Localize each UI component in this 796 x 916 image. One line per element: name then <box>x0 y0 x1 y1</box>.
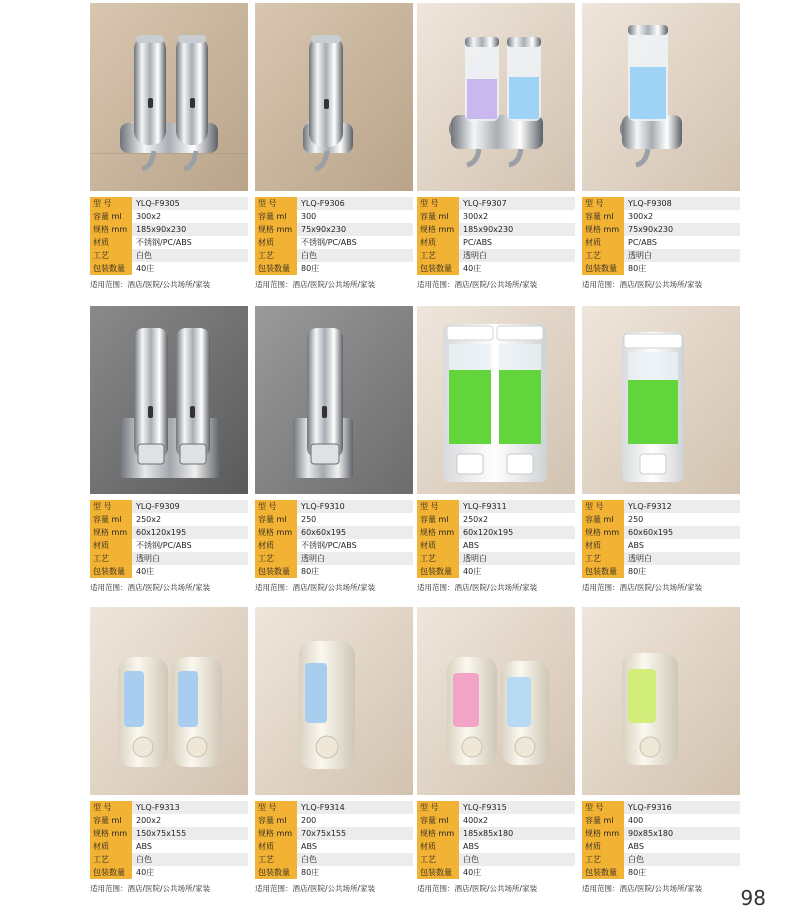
capacity-value: 200 <box>301 816 317 825</box>
material-value: ABS <box>628 842 644 851</box>
craft-value: 透明白 <box>624 552 740 565</box>
model-value: YLQ-F9307 <box>459 197 575 210</box>
label-material: 材质 <box>582 236 624 249</box>
spec-table <box>417 500 575 594</box>
usage-line <box>255 278 413 291</box>
packing-value: 80庄 <box>628 567 647 576</box>
label-capacity: 容量 ml <box>582 210 624 223</box>
spec-table <box>255 197 413 291</box>
usage-prefix: 适用范围： <box>255 583 293 592</box>
usage-line <box>417 882 575 895</box>
label-material: 材质 <box>255 840 297 853</box>
size-value: 60x60x195 <box>297 526 413 539</box>
packing-value: 80庄 <box>301 264 320 273</box>
spec-table <box>90 801 248 895</box>
label-capacity: 容量 ml <box>90 513 132 526</box>
label-packing: 包装数量 <box>90 262 132 275</box>
size-value: 90x85x180 <box>624 827 740 840</box>
label-size: 规格 mm <box>255 526 297 539</box>
usage-prefix: 适用范围： <box>417 280 455 289</box>
usage-line <box>417 278 575 291</box>
usage-text: 酒店/医院/公共场所/家装 <box>619 583 703 592</box>
label-size: 规格 mm <box>582 223 624 236</box>
label-craft: 工艺 <box>417 853 459 866</box>
capacity-value: 300x2 <box>463 212 489 221</box>
label-packing: 包装数量 <box>582 262 624 275</box>
size-value: 185x90x230 <box>132 223 248 236</box>
label-material: 材质 <box>417 236 459 249</box>
usage-prefix: 适用范围： <box>582 583 620 592</box>
usage-prefix: 适用范围： <box>582 280 620 289</box>
product-photo-white-blue-double <box>90 607 248 795</box>
label-capacity: 容量 ml <box>582 513 624 526</box>
size-value: 60x120x195 <box>459 526 575 539</box>
material-value: ABS <box>301 842 317 851</box>
size-value: 75x90x230 <box>624 223 740 236</box>
product-photo-green-single <box>582 607 740 795</box>
label-material: 材质 <box>90 539 132 552</box>
packing-value: 80庄 <box>628 868 647 877</box>
size-value: 70x75x155 <box>297 827 413 840</box>
craft-value: 白色 <box>624 853 740 866</box>
label-model: 型 号 <box>90 500 132 513</box>
spec-table <box>582 500 740 594</box>
label-material: 材质 <box>90 840 132 853</box>
material-value: 不锈钢/PC/ABS <box>301 541 357 550</box>
model-value: YLQ-F9313 <box>132 801 248 814</box>
packing-value: 40庄 <box>136 264 155 273</box>
label-model: 型 号 <box>582 197 624 210</box>
product-photo-chrome-double <box>90 3 248 191</box>
label-model: 型 号 <box>90 801 132 814</box>
packing-value: 40庄 <box>136 567 155 576</box>
packing-value: 40庄 <box>463 567 482 576</box>
material-value: ABS <box>136 842 152 851</box>
label-capacity: 容量 ml <box>417 814 459 827</box>
usage-text: 酒店/医院/公共场所/家装 <box>127 280 211 289</box>
model-value: YLQ-F9308 <box>624 197 740 210</box>
craft-value: 白色 <box>459 853 575 866</box>
usage-text: 酒店/医院/公共场所/家装 <box>619 280 703 289</box>
capacity-value: 400 <box>628 816 644 825</box>
size-value: 185x90x230 <box>459 223 575 236</box>
label-size: 规格 mm <box>417 827 459 840</box>
capacity-value: 300 <box>301 212 317 221</box>
usage-line <box>90 581 248 594</box>
spec-table <box>90 500 248 594</box>
usage-text: 酒店/医院/公共场所/家装 <box>292 884 376 893</box>
label-model: 型 号 <box>582 500 624 513</box>
product-photo-clear-single <box>582 3 740 191</box>
usage-prefix: 适用范围： <box>90 583 128 592</box>
usage-line <box>90 278 248 291</box>
label-packing: 包装数量 <box>90 866 132 879</box>
capacity-value: 300x2 <box>628 212 654 221</box>
model-value: YLQ-F9311 <box>459 500 575 513</box>
label-packing: 包装数量 <box>255 262 297 275</box>
label-material: 材质 <box>582 539 624 552</box>
model-value: YLQ-F9316 <box>624 801 740 814</box>
usage-prefix: 适用范围： <box>90 280 128 289</box>
capacity-value: 250 <box>301 515 317 524</box>
usage-line <box>90 882 248 895</box>
spec-table <box>417 801 575 895</box>
usage-text: 酒店/医院/公共场所/家装 <box>454 583 538 592</box>
usage-prefix: 适用范围： <box>417 583 455 592</box>
spec-table <box>582 801 740 895</box>
label-packing: 包装数量 <box>417 565 459 578</box>
model-value: YLQ-F9305 <box>132 197 248 210</box>
usage-line <box>582 581 740 594</box>
craft-value: 白色 <box>132 249 248 262</box>
capacity-value: 250 <box>628 515 644 524</box>
model-value: YLQ-F9310 <box>297 500 413 513</box>
usage-text: 酒店/医院/公共场所/家装 <box>127 583 211 592</box>
usage-line <box>582 882 740 895</box>
usage-text: 酒店/医院/公共场所/家装 <box>292 280 376 289</box>
model-value: YLQ-F9306 <box>297 197 413 210</box>
spec-table <box>417 197 575 291</box>
usage-line <box>417 581 575 594</box>
label-model: 型 号 <box>255 500 297 513</box>
usage-prefix: 适用范围： <box>255 280 293 289</box>
label-craft: 工艺 <box>255 249 297 262</box>
craft-value: 白色 <box>297 853 413 866</box>
model-value: YLQ-F9309 <box>132 500 248 513</box>
label-material: 材质 <box>417 539 459 552</box>
capacity-value: 250x2 <box>136 515 162 524</box>
label-craft: 工艺 <box>417 552 459 565</box>
label-craft: 工艺 <box>582 853 624 866</box>
packing-value: 40庄 <box>463 868 482 877</box>
usage-prefix: 适用范围： <box>90 884 128 893</box>
label-packing: 包装数量 <box>255 565 297 578</box>
spec-table <box>582 197 740 291</box>
usage-prefix: 适用范围： <box>255 884 293 893</box>
usage-text: 酒店/医院/公共场所/家装 <box>454 884 538 893</box>
material-value: PC/ABS <box>628 238 658 247</box>
label-size: 规格 mm <box>255 827 297 840</box>
label-size: 规格 mm <box>90 223 132 236</box>
material-value: ABS <box>463 541 479 550</box>
product-photo-white-green-double <box>417 306 575 494</box>
label-material: 材质 <box>417 840 459 853</box>
label-capacity: 容量 ml <box>90 814 132 827</box>
label-craft: 工艺 <box>90 552 132 565</box>
size-value: 150x75x155 <box>132 827 248 840</box>
label-craft: 工艺 <box>90 249 132 262</box>
model-value: YLQ-F9314 <box>297 801 413 814</box>
spec-table <box>255 801 413 895</box>
label-size: 规格 mm <box>417 526 459 539</box>
product-photo-clear-double <box>417 3 575 191</box>
label-model: 型 号 <box>90 197 132 210</box>
product-photo-steel-single <box>255 306 413 494</box>
label-packing: 包装数量 <box>255 866 297 879</box>
label-material: 材质 <box>255 236 297 249</box>
label-size: 规格 mm <box>582 827 624 840</box>
packing-value: 80庄 <box>628 264 647 273</box>
material-value: ABS <box>628 541 644 550</box>
label-capacity: 容量 ml <box>417 513 459 526</box>
usage-line <box>255 882 413 895</box>
material-value: PC/ABS <box>463 238 493 247</box>
packing-value: 40庄 <box>136 868 155 877</box>
label-material: 材质 <box>255 539 297 552</box>
material-value: 不锈钢/PC/ABS <box>136 541 192 550</box>
packing-value: 80庄 <box>301 868 320 877</box>
usage-prefix: 适用范围： <box>417 884 455 893</box>
material-value: ABS <box>463 842 479 851</box>
label-size: 规格 mm <box>417 223 459 236</box>
product-photo-white-green-single <box>582 306 740 494</box>
label-packing: 包装数量 <box>90 565 132 578</box>
product-photo-white-blue-single <box>255 607 413 795</box>
usage-text: 酒店/医院/公共场所/家装 <box>619 884 703 893</box>
label-craft: 工艺 <box>255 853 297 866</box>
spec-table <box>255 500 413 594</box>
label-packing: 包装数量 <box>417 262 459 275</box>
spec-table <box>90 197 248 291</box>
page-number: 98 <box>740 886 766 910</box>
label-capacity: 容量 ml <box>255 814 297 827</box>
craft-value: 透明白 <box>132 552 248 565</box>
label-packing: 包装数量 <box>582 866 624 879</box>
label-capacity: 容量 ml <box>255 210 297 223</box>
product-photo-steel-double <box>90 306 248 494</box>
label-size: 规格 mm <box>255 223 297 236</box>
craft-value: 白色 <box>297 249 413 262</box>
capacity-value: 250x2 <box>463 515 489 524</box>
usage-line <box>255 581 413 594</box>
size-value: 185x85x180 <box>459 827 575 840</box>
usage-line <box>582 278 740 291</box>
craft-value: 透明白 <box>297 552 413 565</box>
label-capacity: 容量 ml <box>90 210 132 223</box>
size-value: 75x90x230 <box>297 223 413 236</box>
label-model: 型 号 <box>417 197 459 210</box>
label-capacity: 容量 ml <box>255 513 297 526</box>
craft-value: 白色 <box>132 853 248 866</box>
material-value: 不锈钢/PC/ABS <box>301 238 357 247</box>
product-photo-chrome-single <box>255 3 413 191</box>
craft-value: 透明白 <box>624 249 740 262</box>
label-capacity: 容量 ml <box>582 814 624 827</box>
label-size: 规格 mm <box>582 526 624 539</box>
label-craft: 工艺 <box>255 552 297 565</box>
capacity-value: 300x2 <box>136 212 162 221</box>
size-value: 60x120x195 <box>132 526 248 539</box>
product-photo-pink-blue-double <box>417 607 575 795</box>
packing-value: 80庄 <box>301 567 320 576</box>
usage-text: 酒店/医院/公共场所/家装 <box>454 280 538 289</box>
capacity-value: 200x2 <box>136 816 162 825</box>
label-packing: 包装数量 <box>417 866 459 879</box>
usage-prefix: 适用范围： <box>582 884 620 893</box>
craft-value: 透明白 <box>459 249 575 262</box>
label-size: 规格 mm <box>90 526 132 539</box>
usage-text: 酒店/医院/公共场所/家装 <box>292 583 376 592</box>
material-value: 不锈钢/PC/ABS <box>136 238 192 247</box>
label-material: 材质 <box>90 236 132 249</box>
label-packing: 包装数量 <box>582 565 624 578</box>
usage-text: 酒店/医院/公共场所/家装 <box>127 884 211 893</box>
label-size: 规格 mm <box>90 827 132 840</box>
label-craft: 工艺 <box>582 249 624 262</box>
label-craft: 工艺 <box>417 249 459 262</box>
label-model: 型 号 <box>255 197 297 210</box>
size-value: 60x60x195 <box>624 526 740 539</box>
capacity-value: 400x2 <box>463 816 489 825</box>
craft-value: 透明白 <box>459 552 575 565</box>
packing-value: 40庄 <box>463 264 482 273</box>
label-model: 型 号 <box>417 801 459 814</box>
label-craft: 工艺 <box>90 853 132 866</box>
label-material: 材质 <box>582 840 624 853</box>
model-value: YLQ-F9312 <box>624 500 740 513</box>
label-capacity: 容量 ml <box>417 210 459 223</box>
label-model: 型 号 <box>417 500 459 513</box>
label-model: 型 号 <box>255 801 297 814</box>
model-value: YLQ-F9315 <box>459 801 575 814</box>
label-model: 型 号 <box>582 801 624 814</box>
label-craft: 工艺 <box>582 552 624 565</box>
